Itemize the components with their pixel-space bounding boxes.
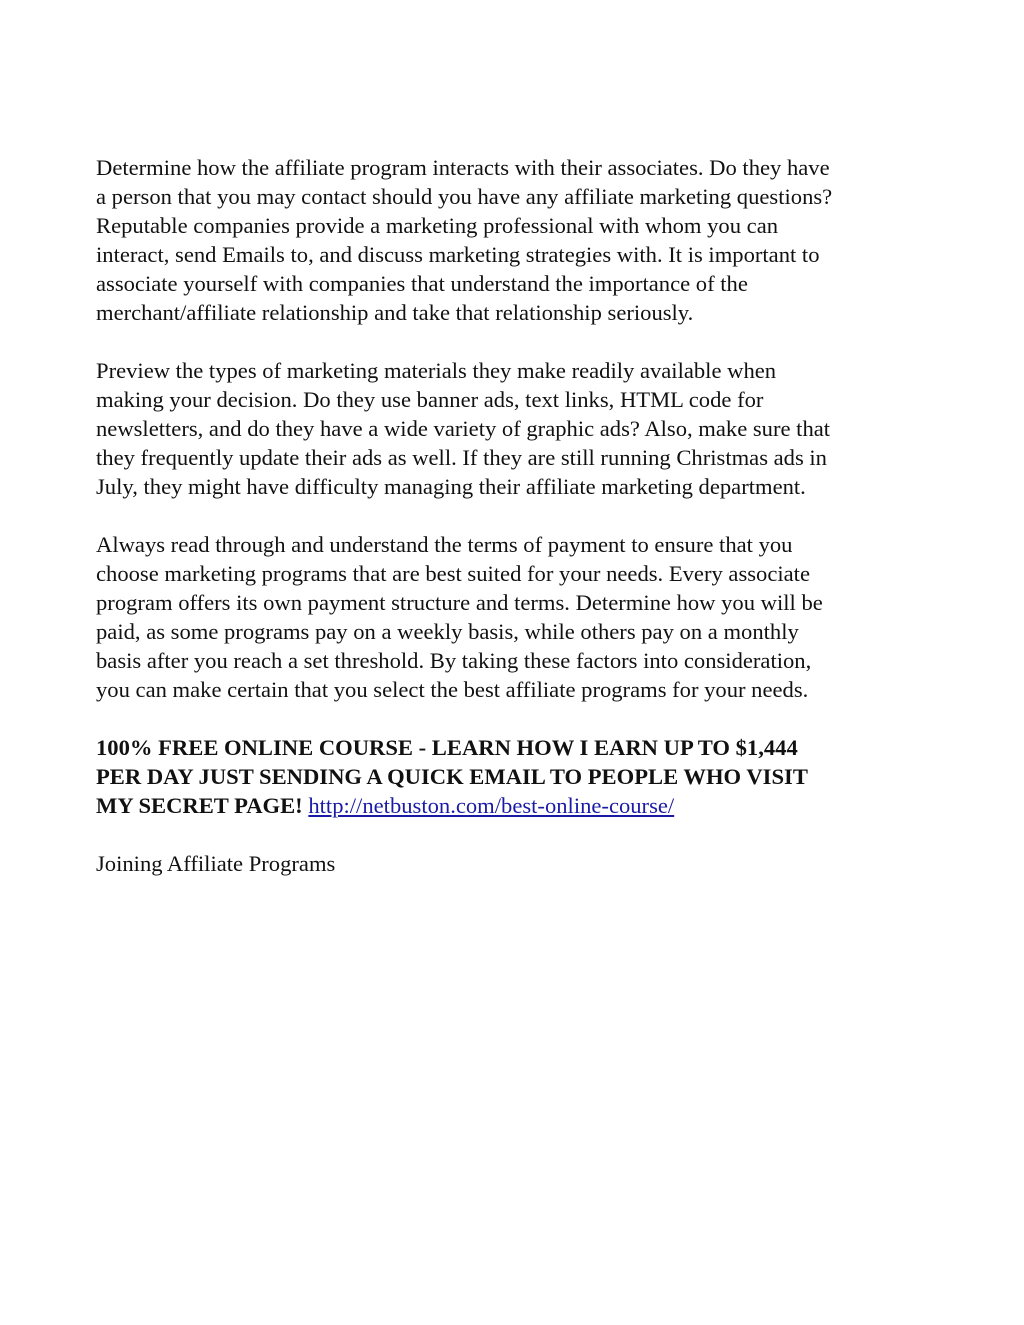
promo-paragraph — [96, 733, 926, 820]
paragraph-affiliate-interaction: Determine how the affiliate program interacts with their associates. Do they have a person that you may contact should you have any affiliate marketing questions? Reputable companies provide a marketing professional with whom you can interact, send Emails to, and discuss marketing strategies with. It is important to associate yourself with companies that understand the importance of the merchant/affiliate relationship and take that relationship seriously. — [96, 155, 833, 325]
promo-text: 100% FREE ONLINE COURSE - LEARN HOW I EARN UP TO $1,444 PER DAY JUST SENDING A QUICK EMAIL TO PEOPLE WHO VISIT MY SECRET PAGE! — [96, 735, 808, 818]
paragraph-payment-terms: Always read through and understand the terms of payment to ensure that you choose marketing programs that are best suited for your needs. Every associate program offers its own payment structure and terms. Determine how you will be paid, as some programs pay on a weekly basis, while others pay on a monthly basis after you reach a set threshold. By taking these factors into consideration, you can make certain that you select the best affiliate programs for your needs. — [96, 532, 823, 702]
promo-link[interactable]: http://netbuston.com/best-online-course/ — [308, 793, 675, 818]
section-heading-joining-affiliate-programs: Joining Affiliate Programs — [96, 851, 336, 876]
paragraph-marketing-materials: Preview the types of marketing materials they make readily available when making your decision. Do they use banner ads, text links, HTML code for newsletters, and do they have a wide variety of graphic ads? Also, make sure that they frequently update their ads as well. If they are still running Christmas ads in July, they might have difficulty managing their affiliate marketing department. — [96, 358, 831, 499]
document-body — [96, 153, 926, 907]
